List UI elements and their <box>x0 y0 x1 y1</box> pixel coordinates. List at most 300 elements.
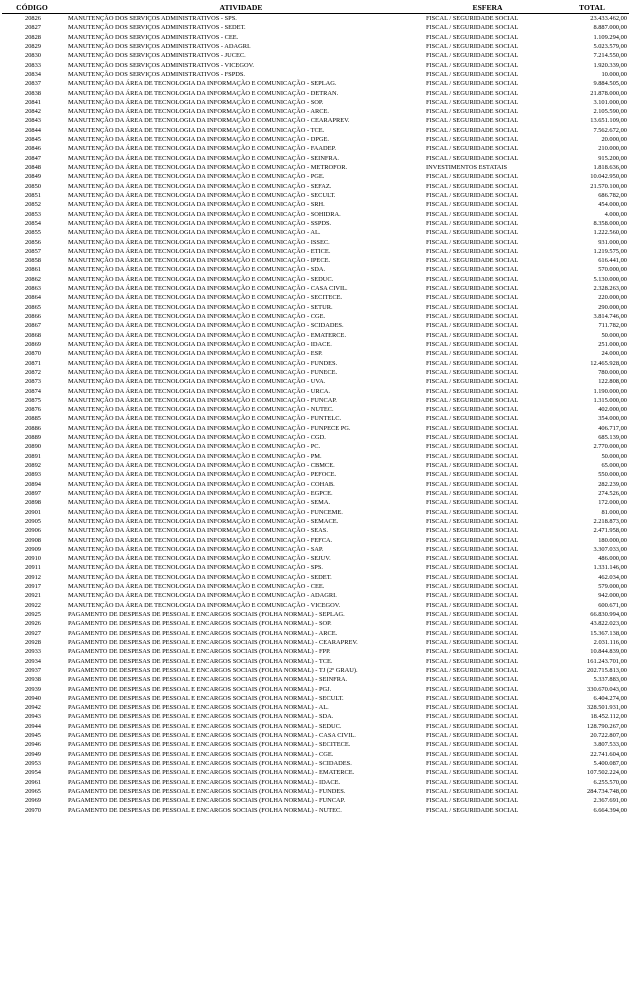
cell-total: 330.670.043,00 <box>587 685 627 693</box>
cell-code: 20891 <box>25 452 41 460</box>
cell-code: 20911 <box>25 564 41 572</box>
table-row <box>2 98 629 107</box>
cell-total: 1.219.575,00 <box>593 247 627 255</box>
cell-total: 20.722.807,00 <box>590 732 627 740</box>
cell-sphere: FISCAL / SEGURIDADE SOCIAL <box>426 592 519 600</box>
cell-code: 20844 <box>25 126 41 134</box>
cell-total: 2.105.590,00 <box>593 108 627 116</box>
cell-sphere: FISCAL / SEGURIDADE SOCIAL <box>426 499 519 507</box>
cell-total: 210.000,00 <box>598 145 627 153</box>
cell-activity: PAGAMENTO DE DESPESAS DE PESSOAL E ENCARGOS SOCIAIS (FOLHA NORMAL) - IDACE. <box>68 778 341 786</box>
cell-code: 20843 <box>25 117 41 125</box>
cell-total: 1.190.000,00 <box>593 387 627 395</box>
cell-sphere: FISCAL / SEGURIDADE SOCIAL <box>426 564 519 572</box>
cell-code: 20961 <box>25 778 41 786</box>
table-row <box>2 554 629 563</box>
table-row <box>2 731 629 740</box>
cell-code: 20949 <box>25 750 41 758</box>
cell-total: 172.000,00 <box>598 499 627 507</box>
cell-total: 1.109.294,00 <box>593 33 627 41</box>
cell-total: 10.000,00 <box>601 70 627 78</box>
cell-sphere: FISCAL / SEGURIDADE SOCIAL <box>426 415 519 423</box>
cell-code: 20906 <box>25 527 41 535</box>
cell-total: 462.034,00 <box>598 573 627 581</box>
cell-code: 20945 <box>25 732 41 740</box>
table-row <box>2 396 629 405</box>
table-row <box>2 154 629 163</box>
cell-code: 20851 <box>25 191 41 199</box>
cell-total: 9.884.505,00 <box>593 80 627 88</box>
cell-activity: MANUTENÇÃO DA ÁREA DE TECNOLOGIA DA INFORMAÇÃO E COMUNICAÇÃO - SCIDADES. <box>68 322 344 330</box>
cell-activity: MANUTENÇÃO DA ÁREA DE TECNOLOGIA DA INFORMAÇÃO E COMUNICAÇÃO - CASA CIVIL. <box>68 285 348 293</box>
cell-code: 20845 <box>25 136 41 144</box>
table-row <box>2 545 629 554</box>
table-row <box>2 657 629 666</box>
cell-sphere: FISCAL / SEGURIDADE SOCIAL <box>426 368 519 376</box>
table-row <box>2 79 629 88</box>
cell-total: 24.000,00 <box>601 350 627 358</box>
table-row <box>2 442 629 451</box>
table-row <box>2 61 629 70</box>
cell-code: 20901 <box>25 508 41 516</box>
cell-activity: MANUTENÇÃO DA ÁREA DE TECNOLOGIA DA INFORMAÇÃO E COMUNICAÇÃO - ETICE. <box>68 247 331 255</box>
table-row <box>2 694 629 703</box>
cell-sphere: FISCAL / SEGURIDADE SOCIAL <box>426 806 519 814</box>
cell-code: 20938 <box>25 676 41 684</box>
table-row <box>2 238 629 247</box>
cell-sphere: FISCAL / SEGURIDADE SOCIAL <box>426 676 519 684</box>
cell-sphere: FISCAL / SEGURIDADE SOCIAL <box>426 732 519 740</box>
cell-total: 931.000,00 <box>598 238 627 246</box>
table-row <box>2 647 629 656</box>
cell-sphere: FISCAL / SEGURIDADE SOCIAL <box>426 704 519 712</box>
cell-code: 20846 <box>25 145 41 153</box>
table-row <box>2 591 629 600</box>
cell-total: 686.782,00 <box>598 191 627 199</box>
cell-total: 6.664.394,00 <box>593 806 627 814</box>
cell-sphere: FISCAL / SEGURIDADE SOCIAL <box>426 545 519 553</box>
cell-code: 20848 <box>25 164 41 171</box>
cell-activity: MANUTENÇÃO DA ÁREA DE TECNOLOGIA DA INFORMAÇÃO E COMUNICAÇÃO - ARCE. <box>68 108 330 116</box>
cell-activity: MANUTENÇÃO DA ÁREA DE TECNOLOGIA DA INFORMAÇÃO E COMUNICAÇÃO - CEARAPREV. <box>68 117 350 125</box>
cell-total: 616.441,00 <box>598 257 627 265</box>
cell-activity: PAGAMENTO DE DESPESAS DE PESSOAL E ENCARGOS SOCIAIS (FOLHA NORMAL) - ARCE. <box>68 629 338 637</box>
cell-sphere: FISCAL / SEGURIDADE SOCIAL <box>426 638 519 646</box>
cell-activity: MANUTENÇÃO DA ÁREA DE TECNOLOGIA DA INFORMAÇÃO E COMUNICAÇÃO - ESP. <box>68 350 323 358</box>
table-row <box>2 638 629 647</box>
table-row <box>2 610 629 619</box>
cell-sphere: FISCAL / SEGURIDADE SOCIAL <box>426 303 519 311</box>
cell-sphere: FISCAL / SEGURIDADE SOCIAL <box>426 70 519 78</box>
cell-sphere: FISCAL / SEGURIDADE SOCIAL <box>426 396 519 404</box>
cell-sphere: FISCAL / SEGURIDADE SOCIAL <box>426 601 519 609</box>
cell-code: 20849 <box>25 173 41 181</box>
cell-activity: MANUTENÇÃO DA ÁREA DE TECNOLOGIA DA INFORMAÇÃO E COMUNICAÇÃO - SEPLAG. <box>68 80 337 88</box>
cell-sphere: FISCAL / SEGURIDADE SOCIAL <box>426 145 519 153</box>
cell-sphere: FISCAL / SEGURIDADE SOCIAL <box>426 685 519 693</box>
cell-total: 7.562.672,00 <box>593 126 627 134</box>
cell-activity: MANUTENÇÃO DA ÁREA DE TECNOLOGIA DA INFORMAÇÃO E COMUNICAÇÃO - PM. <box>68 452 322 460</box>
cell-total: 21.570.100,00 <box>590 182 627 190</box>
cell-sphere: FISCAL / SEGURIDADE SOCIAL <box>426 787 519 795</box>
cell-activity: PAGAMENTO DE DESPESAS DE PESSOAL E ENCARGOS SOCIAIS (FOLHA NORMAL) - SEINFRA. <box>68 676 348 684</box>
cell-sphere: FISCAL / SEGURIDADE SOCIAL <box>426 247 519 255</box>
cell-total: 550.000,00 <box>598 471 627 479</box>
cell-sphere: FISCAL / SEGURIDADE SOCIAL <box>426 359 519 367</box>
cell-sphere: INVESTIMENTOS ESTATAIS <box>426 164 508 171</box>
cell-code: 20885 <box>25 415 41 423</box>
table-row <box>2 768 629 777</box>
header-row <box>2 2 629 14</box>
table-row <box>2 750 629 759</box>
cell-activity: MANUTENÇÃO DA ÁREA DE TECNOLOGIA DA INFORMAÇÃO E COMUNICAÇÃO - VICEGOV. <box>68 601 341 609</box>
table-row <box>2 498 629 507</box>
cell-activity: MANUTENÇÃO DA ÁREA DE TECNOLOGIA DA INFORMAÇÃO E COMUNICAÇÃO - SECULT. <box>68 191 336 199</box>
cell-activity: MANUTENÇÃO DA ÁREA DE TECNOLOGIA DA INFORMAÇÃO E COMUNICAÇÃO - FUNECE. <box>68 368 338 376</box>
cell-sphere: FISCAL / SEGURIDADE SOCIAL <box>426 117 519 125</box>
cell-total: 7.214.550,00 <box>593 52 627 60</box>
table-row <box>2 368 629 377</box>
cell-sphere: FISCAL / SEGURIDADE SOCIAL <box>426 108 519 116</box>
cell-total: 402.000,00 <box>598 406 627 414</box>
cell-sphere: FISCAL / SEGURIDADE SOCIAL <box>426 713 519 721</box>
cell-code: 20830 <box>25 52 41 60</box>
cell-code: 20942 <box>25 704 41 712</box>
header-total: TOTAL <box>555 2 629 14</box>
cell-activity: PAGAMENTO DE DESPESAS DE PESSOAL E ENCARGOS SOCIAIS (FOLHA NORMAL) - PGJ. <box>68 685 332 693</box>
cell-code: 20917 <box>25 583 41 591</box>
cell-total: 454.000,00 <box>598 201 627 209</box>
cell-activity: MANUTENÇÃO DA ÁREA DE TECNOLOGIA DA INFORMAÇÃO E COMUNICAÇÃO - DETRAN. <box>68 89 339 97</box>
cell-sphere: FISCAL / SEGURIDADE SOCIAL <box>426 387 519 395</box>
cell-sphere: FISCAL / SEGURIDADE SOCIAL <box>426 322 519 330</box>
cell-total: 3.807.533,00 <box>593 741 627 749</box>
cell-code: 20934 <box>25 657 41 665</box>
cell-total: 2.218.873,00 <box>593 517 627 525</box>
cell-total: 13.651.109,00 <box>590 117 627 125</box>
table-row <box>2 480 629 489</box>
cell-sphere: FISCAL / SEGURIDADE SOCIAL <box>426 517 519 525</box>
cell-sphere: FISCAL / SEGURIDADE SOCIAL <box>426 778 519 786</box>
cell-code: 20862 <box>25 275 41 283</box>
cell-sphere: FISCAL / SEGURIDADE SOCIAL <box>426 229 519 237</box>
cell-code: 20954 <box>25 769 41 777</box>
cell-activity: MANUTENÇÃO DA ÁREA DE TECNOLOGIA DA INFORMAÇÃO E COMUNICAÇÃO - FUNTELC. <box>68 415 342 423</box>
table-row <box>2 563 629 572</box>
cell-code: 20871 <box>25 359 41 367</box>
cell-total: 202.715.813,00 <box>587 666 627 674</box>
cell-code: 20905 <box>25 517 41 525</box>
cell-sphere: FISCAL / SEGURIDADE SOCIAL <box>426 722 519 730</box>
cell-total: 180.000,00 <box>598 536 627 544</box>
cell-total: 1.331.146,00 <box>593 564 627 572</box>
cell-total: 570.000,00 <box>598 266 627 274</box>
cell-code: 20855 <box>25 229 41 237</box>
cell-total: 65.000,00 <box>601 462 627 469</box>
table-row <box>2 806 629 815</box>
cell-total: 128.790.267,00 <box>587 722 627 730</box>
cell-total: 21.878.000,00 <box>590 89 627 97</box>
cell-activity: PAGAMENTO DE DESPESAS DE PESSOAL E ENCARGOS SOCIAIS (FOLHA NORMAL) - TCE. <box>68 657 333 665</box>
cell-activity: MANUTENÇÃO DA ÁREA DE TECNOLOGIA DA INFORMAÇÃO E COMUNICAÇÃO - SRH. <box>68 201 325 209</box>
cell-activity: MANUTENÇÃO DA ÁREA DE TECNOLOGIA DA INFORMAÇÃO E COMUNICAÇÃO - IDACE. <box>68 340 332 348</box>
cell-total: 2.367.691,00 <box>593 797 627 805</box>
cell-code: 20868 <box>25 331 41 339</box>
cell-sphere: FISCAL / SEGURIDADE SOCIAL <box>426 61 519 69</box>
table-row <box>2 433 629 442</box>
cell-code: 20872 <box>25 368 41 376</box>
table-row <box>2 778 629 787</box>
cell-code: 20867 <box>25 322 41 330</box>
cell-total: 161.243.701,00 <box>587 657 627 665</box>
cell-code: 20847 <box>25 154 41 162</box>
cell-total: 5.337.883,00 <box>593 676 627 684</box>
cell-sphere: FISCAL / SEGURIDADE SOCIAL <box>426 527 519 535</box>
cell-sphere: FISCAL / SEGURIDADE SOCIAL <box>426 42 519 50</box>
cell-activity: MANUTENÇÃO DA ÁREA DE TECNOLOGIA DA INFORMAÇÃO E COMUNICAÇÃO - SEDUC. <box>68 275 334 283</box>
cell-activity: MANUTENÇÃO DA ÁREA DE TECNOLOGIA DA INFORMAÇÃO E COMUNICAÇÃO - SEMA. <box>68 499 331 507</box>
table-body <box>2 14 629 815</box>
cell-code: 20873 <box>25 378 41 386</box>
cell-code: 20869 <box>25 340 41 348</box>
cell-total: 1.920.339,00 <box>593 61 627 69</box>
cell-total: 81.000,00 <box>601 508 627 516</box>
cell-sphere: FISCAL / SEGURIDADE SOCIAL <box>426 648 519 656</box>
cell-total: 4.000,00 <box>604 210 627 218</box>
table-row <box>2 405 629 414</box>
table-row <box>2 182 629 191</box>
cell-activity: PAGAMENTO DE DESPESAS DE PESSOAL E ENCARGOS SOCIAIS (FOLHA NORMAL) - FUNCAP. <box>68 797 346 805</box>
cell-activity: MANUTENÇÃO DA ÁREA DE TECNOLOGIA DA INFORMAÇÃO E COMUNICAÇÃO - FEFCA. <box>68 536 333 544</box>
cell-total: 12.465.928,00 <box>590 359 627 367</box>
cell-activity: MANUTENÇÃO DA ÁREA DE TECNOLOGIA DA INFORMAÇÃO E COMUNICAÇÃO - SOP. <box>68 98 324 106</box>
cell-code: 20910 <box>25 555 41 563</box>
cell-code: 20833 <box>25 61 41 69</box>
cell-total: 290.000,00 <box>598 303 627 311</box>
cell-activity: MANUTENÇÃO DA ÁREA DE TECNOLOGIA DA INFORMAÇÃO E COMUNICAÇÃO - FUNPECE PG. <box>68 424 351 432</box>
cell-sphere: FISCAL / SEGURIDADE SOCIAL <box>426 154 519 162</box>
table-row <box>2 359 629 368</box>
cell-activity: MANUTENÇÃO DA ÁREA DE TECNOLOGIA DA INFORMAÇÃO E COMUNICAÇÃO - COHAB. <box>68 480 335 488</box>
cell-sphere: FISCAL / SEGURIDADE SOCIAL <box>426 489 519 497</box>
cell-activity: MANUTENÇÃO DA ÁREA DE TECNOLOGIA DA INFORMAÇÃO E COMUNICAÇÃO - FAADEP. <box>68 145 337 153</box>
cell-sphere: FISCAL / SEGURIDADE SOCIAL <box>426 191 519 199</box>
cell-activity: MANUTENÇÃO DOS SERVIÇOS ADMINISTRATIVOS - FSPDS. <box>68 70 246 78</box>
table-row <box>2 685 629 694</box>
cell-code: 20865 <box>25 303 41 311</box>
cell-code: 20908 <box>25 536 41 544</box>
cell-code: 20864 <box>25 294 41 302</box>
cell-total: 2.770.000,00 <box>593 443 627 451</box>
cell-activity: PAGAMENTO DE DESPESAS DE PESSOAL E ENCARGOS SOCIAIS (FOLHA NORMAL) - FUNDES. <box>68 787 346 795</box>
cell-code: 20898 <box>25 499 41 507</box>
cell-sphere: FISCAL / SEGURIDADE SOCIAL <box>426 620 519 628</box>
table-row <box>2 163 629 172</box>
cell-sphere: FISCAL / SEGURIDADE SOCIAL <box>426 769 519 777</box>
table-row <box>2 23 629 32</box>
cell-code: 20854 <box>25 219 41 227</box>
cell-total: 5.130.000,00 <box>593 275 627 283</box>
cell-total: 6.255.570,00 <box>593 778 627 786</box>
cell-activity: MANUTENÇÃO DA ÁREA DE TECNOLOGIA DA INFORMAÇÃO E COMUNICAÇÃO - SEINFRA. <box>68 154 339 162</box>
cell-activity: PAGAMENTO DE DESPESAS DE PESSOAL E ENCARGOS SOCIAIS (FOLHA NORMAL) - EMATERCE. <box>68 769 355 777</box>
cell-sphere: FISCAL / SEGURIDADE SOCIAL <box>426 331 519 339</box>
cell-code: 20863 <box>25 285 41 293</box>
cell-code: 20933 <box>25 648 41 656</box>
cell-sphere: FISCAL / SEGURIDADE SOCIAL <box>426 210 519 218</box>
budget-table <box>2 2 629 815</box>
cell-activity: MANUTENÇÃO DA ÁREA DE TECNOLOGIA DA INFORMAÇÃO E COMUNICAÇÃO - TCE. <box>68 126 325 134</box>
cell-sphere: FISCAL / SEGURIDADE SOCIAL <box>426 98 519 106</box>
cell-total: 2.471.958,00 <box>593 527 627 535</box>
cell-activity: PAGAMENTO DE DESPESAS DE PESSOAL E ENCARGOS SOCIAIS (FOLHA NORMAL) - CASA CIVIL. <box>68 732 356 740</box>
table-row <box>2 265 629 274</box>
cell-sphere: FISCAL / SEGURIDADE SOCIAL <box>426 285 519 293</box>
cell-code: 20892 <box>25 462 41 469</box>
cell-sphere: FISCAL / SEGURIDADE SOCIAL <box>426 89 519 97</box>
table-row <box>2 424 629 433</box>
table-row <box>2 135 629 144</box>
cell-total: 15.367.138,00 <box>590 629 627 637</box>
cell-sphere: FISCAL / SEGURIDADE SOCIAL <box>426 266 519 274</box>
cell-sphere: FISCAL / SEGURIDADE SOCIAL <box>426 238 519 246</box>
cell-sphere: FISCAL / SEGURIDADE SOCIAL <box>426 424 519 432</box>
table-row <box>2 582 629 591</box>
cell-code: 20827 <box>25 24 41 32</box>
cell-activity: MANUTENÇÃO DA ÁREA DE TECNOLOGIA DA INFORMAÇÃO E COMUNICAÇÃO - CGE. <box>68 313 326 320</box>
cell-code: 20939 <box>25 685 41 693</box>
cell-sphere: FISCAL / SEGURIDADE SOCIAL <box>426 24 519 32</box>
cell-sphere: FISCAL / SEGURIDADE SOCIAL <box>426 52 519 60</box>
cell-total: 122.808,00 <box>598 378 627 386</box>
cell-activity: PAGAMENTO DE DESPESAS DE PESSOAL E ENCARGOS SOCIAIS (FOLHA NORMAL) - SEPLAG. <box>68 611 345 618</box>
cell-activity: MANUTENÇÃO DA ÁREA DE TECNOLOGIA DA INFORMAÇÃO E COMUNICAÇÃO - NUTEC. <box>68 406 334 414</box>
cell-code: 20943 <box>25 713 41 721</box>
cell-code: 20928 <box>25 638 41 646</box>
cell-code: 20828 <box>25 33 41 41</box>
cell-activity: MANUTENÇÃO DOS SERVIÇOS ADMINISTRATIVOS - SEDET. <box>68 24 246 32</box>
cell-sphere: FISCAL / SEGURIDADE SOCIAL <box>426 797 519 805</box>
cell-activity: MANUTENÇÃO DA ÁREA DE TECNOLOGIA DA INFORMAÇÃO E COMUNICAÇÃO - AL. <box>68 229 321 237</box>
table-row <box>2 284 629 293</box>
table-row <box>2 70 629 79</box>
cell-sphere: FISCAL / SEGURIDADE SOCIAL <box>426 629 519 637</box>
cell-code: 20861 <box>25 266 41 274</box>
cell-sphere: FISCAL / SEGURIDADE SOCIAL <box>426 313 519 320</box>
cell-code: 20970 <box>25 806 41 814</box>
cell-code: 20944 <box>25 722 41 730</box>
table-row <box>2 228 629 237</box>
cell-code: 20886 <box>25 424 41 432</box>
cell-total: 3.307.033,00 <box>593 545 627 553</box>
cell-total: 66.830.994,00 <box>590 611 627 618</box>
cell-activity: MANUTENÇÃO DA ÁREA DE TECNOLOGIA DA INFORMAÇÃO E COMUNICAÇÃO - FUNCAP. <box>68 396 337 404</box>
cell-code: 20850 <box>25 182 41 190</box>
cell-activity: MANUTENÇÃO DA ÁREA DE TECNOLOGIA DA INFORMAÇÃO E COMUNICAÇÃO - CGD. <box>68 434 326 442</box>
cell-total: 354.000,00 <box>598 415 627 423</box>
cell-code: 20893 <box>25 471 41 479</box>
table-row <box>2 675 629 684</box>
table-row <box>2 303 629 312</box>
cell-sphere: FISCAL / SEGURIDADE SOCIAL <box>426 275 519 283</box>
cell-activity: MANUTENÇÃO DOS SERVIÇOS ADMINISTRATIVOS - CEE. <box>68 33 239 41</box>
cell-total: 1.222.560,00 <box>593 229 627 237</box>
cell-activity: MANUTENÇÃO DA ÁREA DE TECNOLOGIA DA INFORMAÇÃO E COMUNICAÇÃO - METROFOR. <box>68 164 348 171</box>
cell-activity: MANUTENÇÃO DA ÁREA DE TECNOLOGIA DA INFORMAÇÃO E COMUNICAÇÃO - ADAGRI. <box>68 592 337 600</box>
table-row <box>2 42 629 51</box>
header-code: CÓDIGO <box>2 2 62 14</box>
cell-code: 20897 <box>25 489 41 497</box>
cell-activity: MANUTENÇÃO DA ÁREA DE TECNOLOGIA DA INFORMAÇÃO E COMUNICAÇÃO - FUNDES. <box>68 359 338 367</box>
cell-code: 20870 <box>25 350 41 358</box>
cell-code: 20912 <box>25 573 41 581</box>
cell-activity: MANUTENÇÃO DA ÁREA DE TECNOLOGIA DA INFORMAÇÃO E COMUNICAÇÃO - PC. <box>68 443 321 451</box>
cell-activity: PAGAMENTO DE DESPESAS DE PESSOAL E ENCARGOS SOCIAIS (FOLHA NORMAL) - FPP. <box>68 648 331 656</box>
cell-activity: MANUTENÇÃO DA ÁREA DE TECNOLOGIA DA INFORMAÇÃO E COMUNICAÇÃO - SEFAZ. <box>68 182 332 190</box>
cell-total: 685.139,00 <box>598 434 627 442</box>
cell-activity: MANUTENÇÃO DA ÁREA DE TECNOLOGIA DA INFORMAÇÃO E COMUNICAÇÃO - SPS. <box>68 564 323 572</box>
cell-activity: PAGAMENTO DE DESPESAS DE PESSOAL E ENCARGOS SOCIAIS (FOLHA NORMAL) - SOP. <box>68 620 332 628</box>
cell-code: 20852 <box>25 201 41 209</box>
cell-code: 20841 <box>25 98 41 106</box>
cell-activity: PAGAMENTO DE DESPESAS DE PESSOAL E ENCARGOS SOCIAIS (FOLHA NORMAL) - TJ (2º GRAU). <box>68 666 358 674</box>
cell-sphere: FISCAL / SEGURIDADE SOCIAL <box>426 462 519 469</box>
cell-activity: MANUTENÇÃO DA ÁREA DE TECNOLOGIA DA INFORMAÇÃO E COMUNICAÇÃO - SDA. <box>68 266 326 274</box>
cell-code: 20866 <box>25 313 41 320</box>
table-row <box>2 601 629 610</box>
cell-sphere: FISCAL / SEGURIDADE SOCIAL <box>426 219 519 227</box>
cell-total: 107.502.224,00 <box>587 769 627 777</box>
cell-activity: MANUTENÇÃO DA ÁREA DE TECNOLOGIA DA INFORMAÇÃO E COMUNICAÇÃO - FUNCEME. <box>68 508 343 516</box>
cell-code: 20834 <box>25 70 41 78</box>
cell-code: 20894 <box>25 480 41 488</box>
cell-activity: MANUTENÇÃO DOS SERVIÇOS ADMINISTRATIVOS - JUCEC. <box>68 52 246 60</box>
cell-sphere: FISCAL / SEGURIDADE SOCIAL <box>426 452 519 460</box>
cell-code: 20838 <box>25 89 41 97</box>
cell-code: 20925 <box>25 611 41 618</box>
cell-total: 915.200,00 <box>598 154 627 162</box>
cell-total: 579.000,00 <box>598 583 627 591</box>
cell-code: 20927 <box>25 629 41 637</box>
table-row <box>2 787 629 796</box>
table-row <box>2 321 629 330</box>
cell-sphere: FISCAL / SEGURIDADE SOCIAL <box>426 443 519 451</box>
table-row <box>2 349 629 358</box>
cell-activity: MANUTENÇÃO DOS SERVIÇOS ADMINISTRATIVOS - SPS. <box>68 15 237 22</box>
cell-total: 780.000,00 <box>598 368 627 376</box>
cell-sphere: FISCAL / SEGURIDADE SOCIAL <box>426 126 519 134</box>
table-row <box>2 219 629 228</box>
table-row <box>2 759 629 768</box>
cell-activity: MANUTENÇÃO DA ÁREA DE TECNOLOGIA DA INFORMAÇÃO E COMUNICAÇÃO - SAP. <box>68 545 324 553</box>
table-row <box>2 619 629 628</box>
cell-activity: MANUTENÇÃO DOS SERVIÇOS ADMINISTRATIVOS - ADAGRI. <box>68 42 251 50</box>
cell-total: 10.042.950,00 <box>590 173 627 181</box>
cell-activity: PAGAMENTO DE DESPESAS DE PESSOAL E ENCARGOS SOCIAIS (FOLHA NORMAL) - CGE. <box>68 750 334 758</box>
cell-total: 3.101.000,00 <box>593 98 627 106</box>
cell-activity: MANUTENÇÃO DA ÁREA DE TECNOLOGIA DA INFORMAÇÃO E COMUNICAÇÃO - CEE. <box>68 583 325 591</box>
table-row <box>2 312 629 321</box>
cell-total: 274.526,00 <box>598 489 627 497</box>
table-row <box>2 247 629 256</box>
cell-total: 50.000,00 <box>601 331 627 339</box>
table-row <box>2 33 629 42</box>
cell-total: 5.023.579,00 <box>593 42 627 50</box>
cell-total: 486.000,00 <box>598 555 627 563</box>
cell-activity: MANUTENÇÃO DA ÁREA DE TECNOLOGIA DA INFORMAÇÃO E COMUNICAÇÃO - SEMACE. <box>68 517 339 525</box>
cell-activity: PAGAMENTO DE DESPESAS DE PESSOAL E ENCARGOS SOCIAIS (FOLHA NORMAL) - CEARAPREV. <box>68 638 358 646</box>
table-row <box>2 703 629 712</box>
